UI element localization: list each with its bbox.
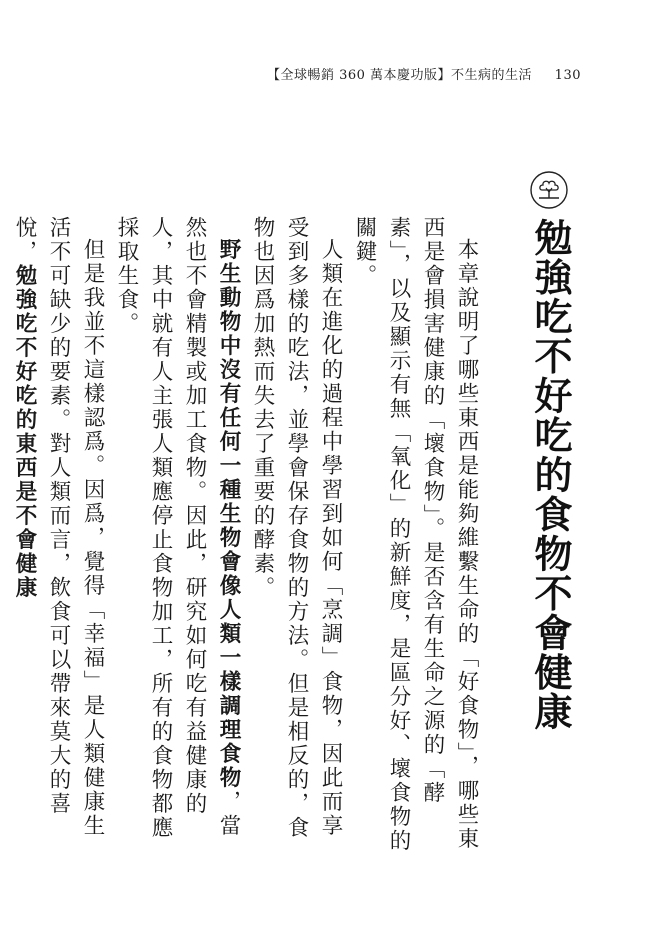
paragraph-4-emphasis: 勉強吃不好吃的東西是不會健康 bbox=[12, 264, 37, 600]
paragraph-1-text: 本章說明了哪些東西是能夠維繫生命的「好食物」，哪些東西是會損害健康的「壞食物」。是否含有生命之源的「酵素」，以及顯示有無「氧化」的新鮮度，是區分好、壞食物的關鍵。 bbox=[352, 216, 479, 854]
paragraph-4-text: 但是我並不這樣認爲。因爲，覺得「幸福」是人類健康生活不可缺少的要素。對人類而言，飲食可以帶來莫大的喜悅， bbox=[12, 216, 105, 838]
chapter-section-title: 勉強吃不好吃的食物不會健康 bbox=[528, 218, 572, 732]
paragraph-4 bbox=[7, 216, 109, 856]
book-title: 【全球暢銷 360 萬本慶功版】不生病的生活 bbox=[266, 68, 533, 83]
tree-icon bbox=[529, 170, 569, 210]
paragraph-3-text: ，當然也不會精製或加工食物。因此，研究如何吃有益健康的人，其中就有人主張人類應停止食物加工，所有的食物都應採取生食。 bbox=[114, 216, 241, 840]
running-header bbox=[267, 64, 581, 83]
body-text bbox=[7, 216, 483, 856]
page-number: 130 bbox=[554, 68, 581, 83]
paragraph-2 bbox=[245, 216, 347, 856]
paragraph-1 bbox=[347, 216, 483, 856]
paragraph-2-text: 人類在進化的過程中學習到如何「烹調」食物，因此而享受到多樣的吃法，並學會保存食物的方法。但是相反的，食物也因爲加熱而失去了重要的酵素。 bbox=[250, 216, 343, 840]
paragraph-3-emphasis: 野生動物中沒有任何一種生物會像人類一樣調理食物 bbox=[216, 237, 241, 790]
paragraph-3 bbox=[109, 216, 245, 856]
